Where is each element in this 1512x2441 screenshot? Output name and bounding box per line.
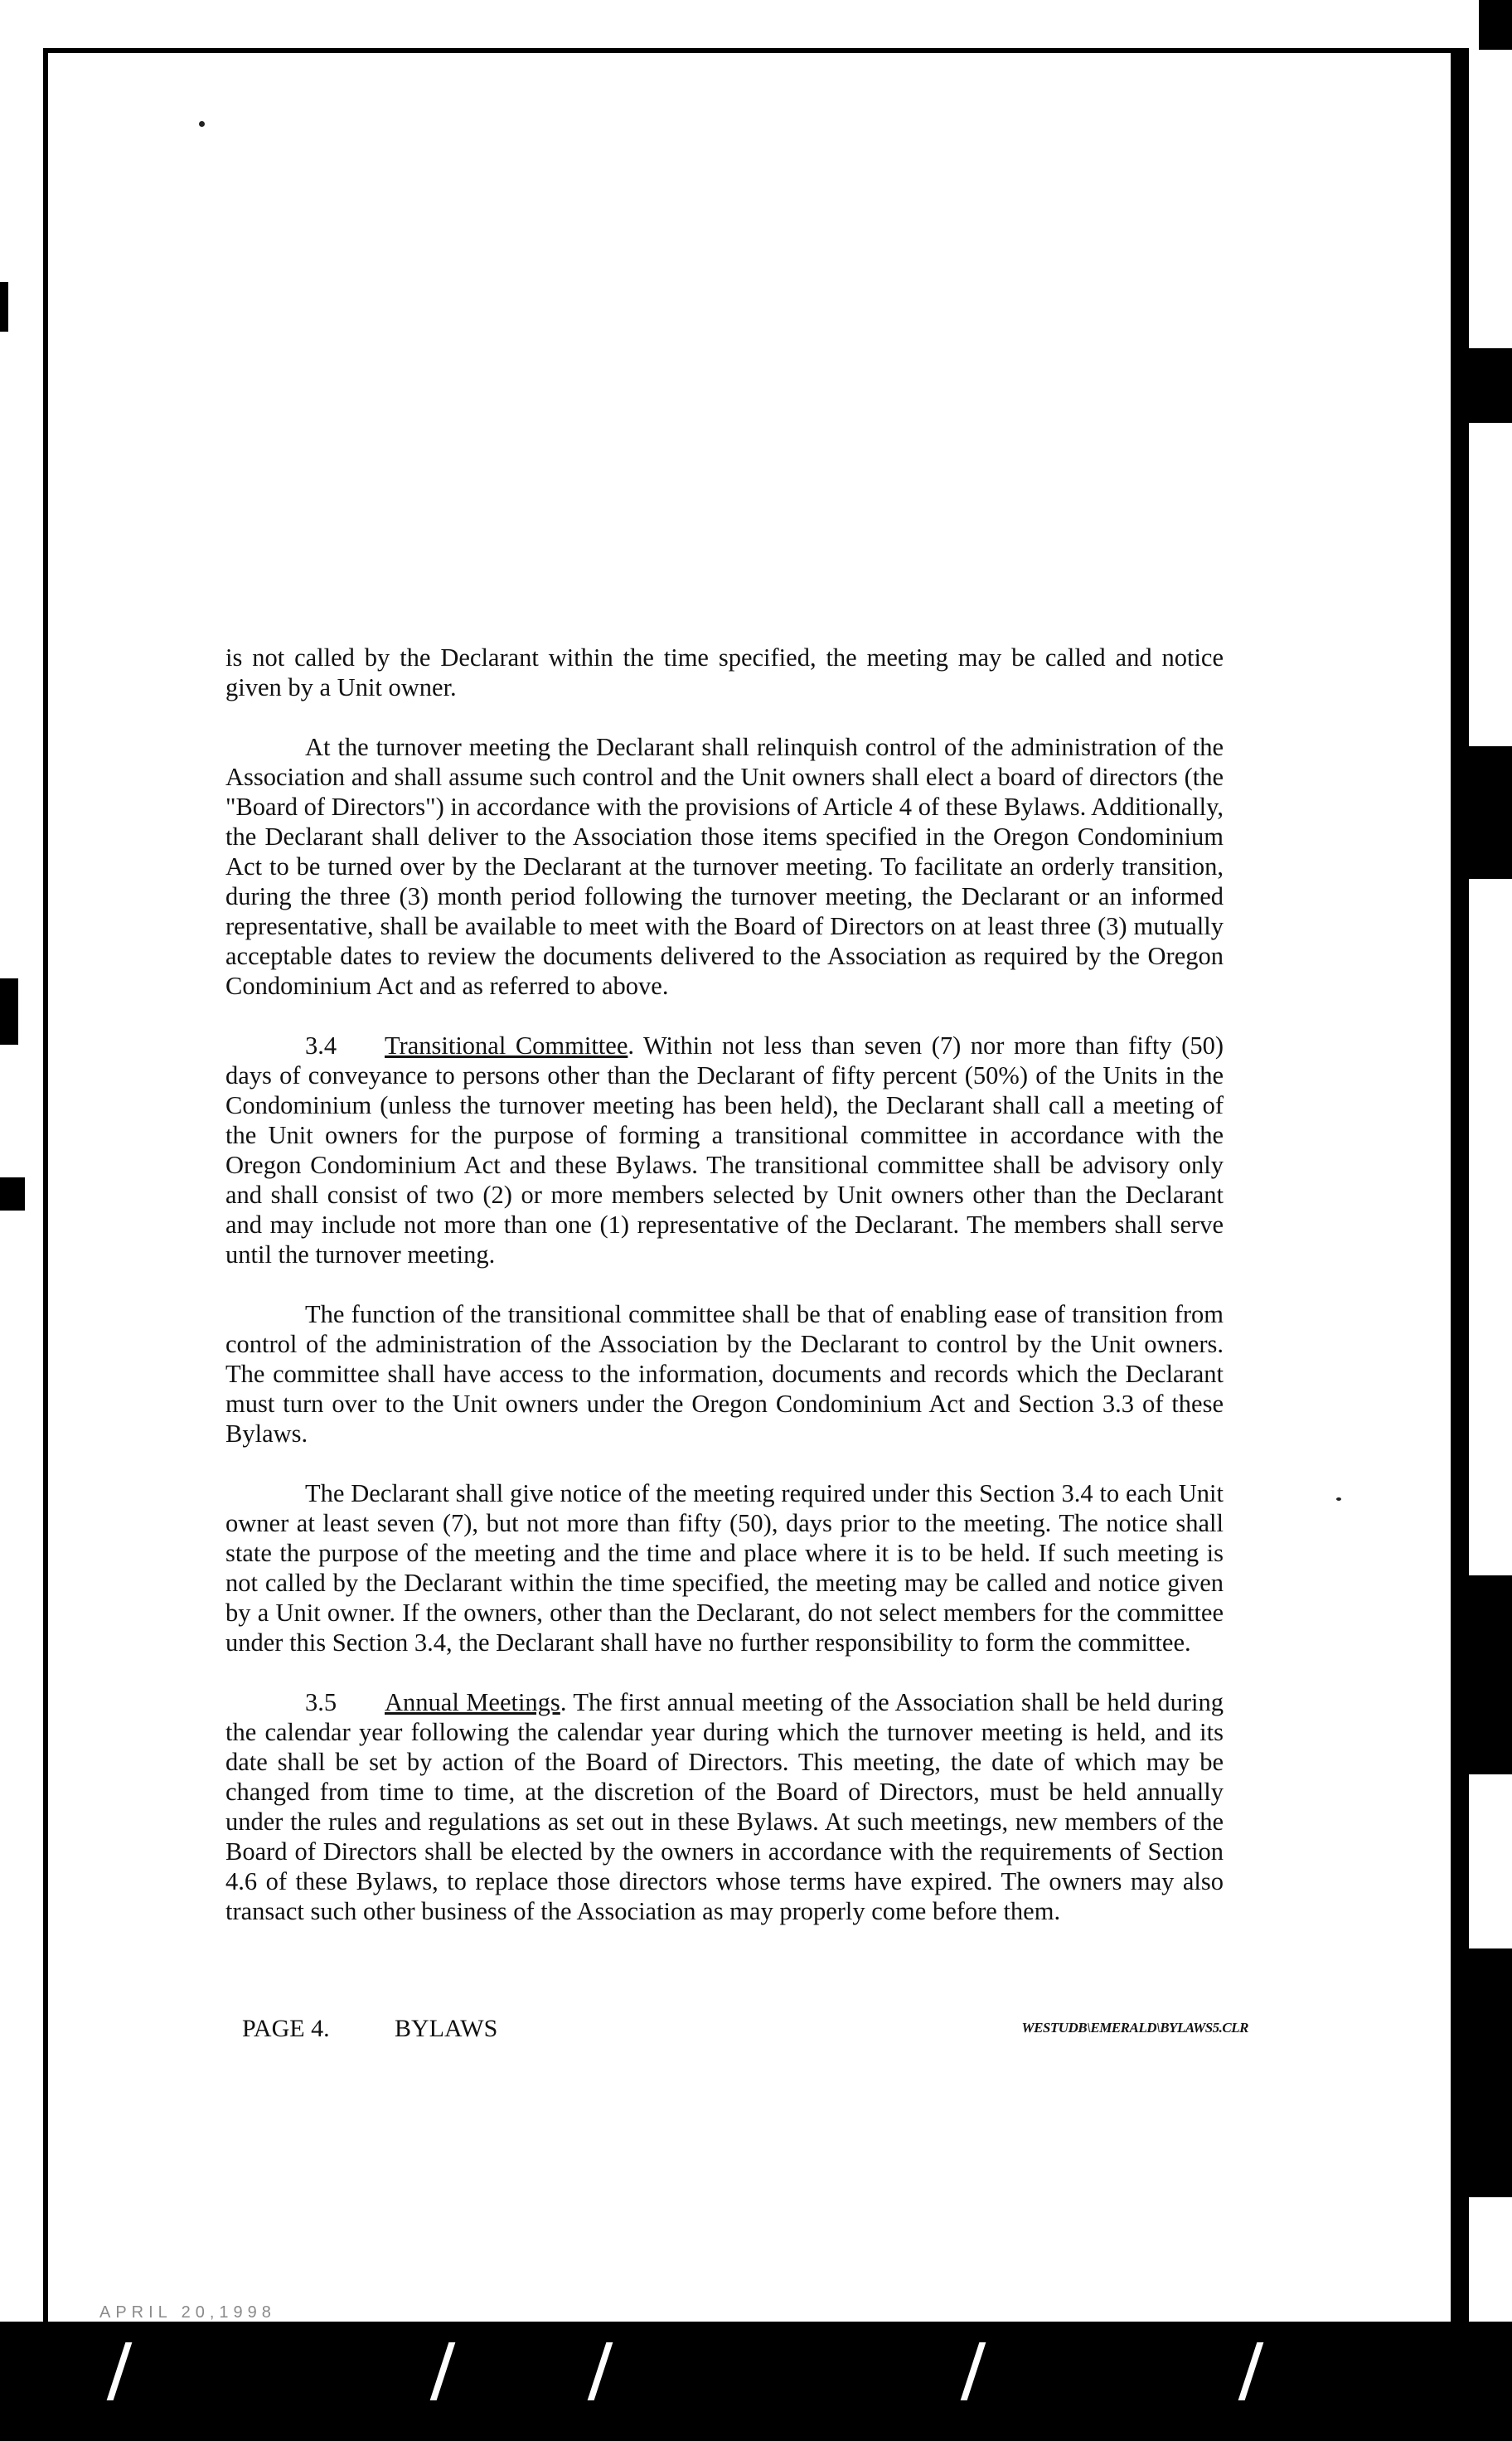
scan-edge-mark xyxy=(0,1177,25,1211)
scan-edge-mark xyxy=(1456,746,1512,879)
scan-border-bottom xyxy=(0,2322,1512,2441)
section-number: 3.5 xyxy=(305,1688,337,1716)
scan-speck xyxy=(199,121,205,127)
scan-edge-mark xyxy=(0,978,18,1045)
section-3-5 xyxy=(225,1687,1224,1926)
section-text: . The first annual meeting of the Association shall be held during the calendar year following the calendar year during which the turnover meeting is held, and its date shall be set by action of the Board of Directors. This meeting, the date of which may be changed from time to time, at the discretion of the Board of Directors, must be held annually under the rules and regulations as set out in these Bylaws. At such meetings, new members of the Board of Directors shall be elected by the owners in accordance with the requirements of Section 4.6 of these Bylaws, to replace those directors whose terms have expired. The owners may also transact such other business of the Association as may properly come before them. xyxy=(225,1688,1224,1925)
paragraph-turnover-continued: is not called by the Declarant within the time specified, the meeting may be called and notice given by a Unit owner. xyxy=(225,643,1224,701)
section-title: Annual Meetings xyxy=(385,1688,560,1716)
section-text: . Within not less than seven (7) nor more than fifty (50) days of conveyance to persons other than the Declarant of fifty percent (50%) of the Units in the Condominium (unless the turnover meeting has been held), the Declarant shall call a meeting of the Unit owners for the purpose of forming a transitional committee in accordance with the Oregon Condominium Act and these Bylaws. The transitional committee shall be advisory only and shall consist of two (2) or more members selected by Unit owners other than the Declarant and may include not more than one (1) representative of the Declarant. The members shall serve until the turnover meeting. xyxy=(225,1031,1224,1269)
section-number: 3.4 xyxy=(305,1031,337,1060)
page-footer xyxy=(242,2015,1248,2048)
document-body xyxy=(225,643,1224,1956)
paragraph-committee-function: The function of the transitional committee shall be that of enabling ease of transition from control of the administration of the Association by the Declarant to control by the Unit owners. The committee shall have access to the information, documents and records which the Declarant must turn over to the Unit owners under the Oregon Condominium Act and Section 3.3 of these Bylaws. xyxy=(225,1300,1224,1448)
scan-edge-mark xyxy=(1479,0,1512,50)
paragraph-turnover-meeting: At the turnover meeting the Declarant shall relinquish control of the administration of the Association and shall assume such control and the Unit owners shall elect a board of directors (the "Board of Directors") in accordance with the provisions of Article 4 of these Bylaws. Additionally, the Declarant shall deliver to the Association those items specified in the Oregon Condominium Act to be turned over by the Declarant at the turnover meeting. To facilitate an orderly transition, during the three (3) month period following the turnover meeting, the Declarant or an informed representative, shall be available to meet with the Board of Directors on at least three (3) mutually acceptable dates to review the documents delivered to the Association as required by the Oregon Condominium Act and as referred to above. xyxy=(225,733,1224,1000)
scan-edge-mark xyxy=(1456,1575,1512,1774)
scan-edge-mark xyxy=(1456,1948,1512,2197)
scan-edge-mark xyxy=(1456,348,1512,423)
date-stamp: APRIL 20,1998 xyxy=(99,2303,276,2322)
file-path: WESTUDB\EMERALD\BYLAWS5.CLR xyxy=(1021,2020,1248,2036)
document-title: BYLAWS xyxy=(395,2015,498,2042)
section-title: Transitional Committee xyxy=(385,1031,628,1060)
section-3-4 xyxy=(225,1031,1224,1269)
page-number: PAGE 4. xyxy=(242,2015,330,2042)
scan-border-top xyxy=(46,48,1456,53)
paragraph-committee-notice: The Declarant shall give notice of the meeting required under this Section 3.4 to each Unit owner at least seven (7), but not more than fifty (50), days prior to the meeting. The notice shall state the purpose of the meeting and the time and place where it is to be held. If such meeting is not called by the Declarant within the time specified, the meeting may be called and notice given by a Unit owner. If the owners, other than the Declarant, do not select members for the committee under this Section 3.4, the Declarant shall have no further responsibility to form the committee. xyxy=(225,1479,1224,1657)
scan-border-left xyxy=(43,48,48,2345)
scan-edge-mark xyxy=(0,282,8,332)
scan-speck xyxy=(1336,1497,1341,1501)
